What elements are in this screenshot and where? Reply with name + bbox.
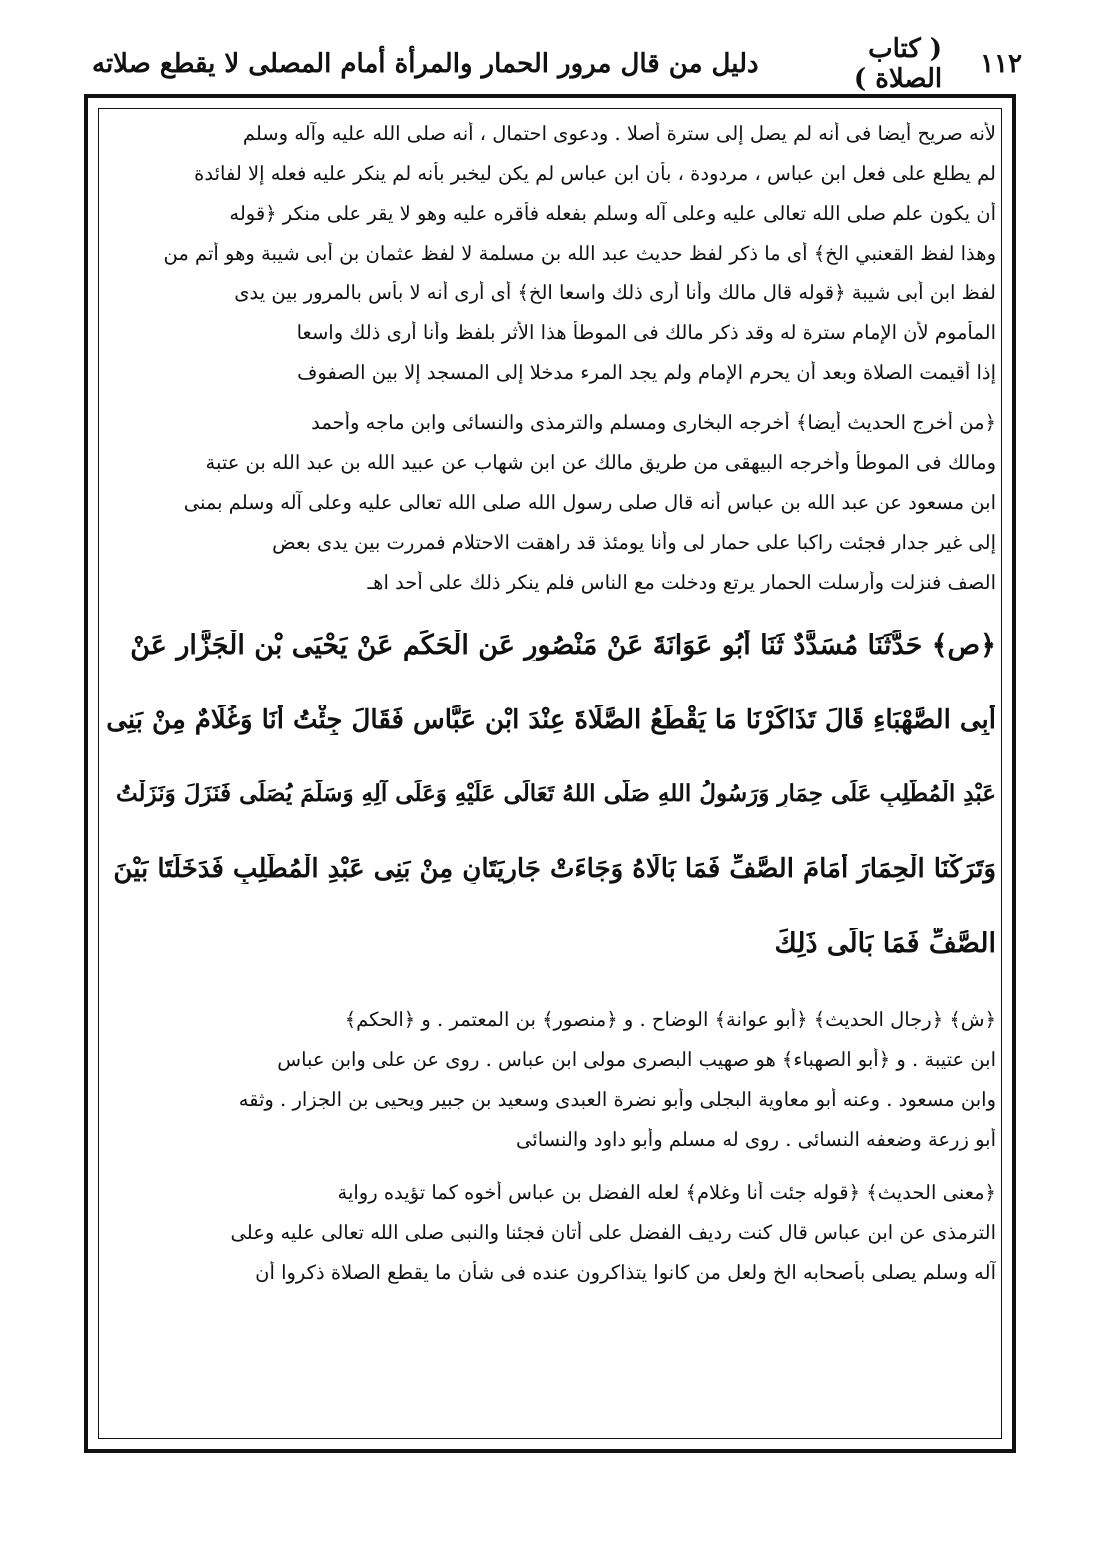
page-number: ١١٢	[980, 49, 1022, 79]
commentary-line: ﴿ش﴾ ﴿رجال الحديث﴾ ﴿أبو عوانة﴾ الوضاح . و ﴿منصور﴾ بن المعتمر . و ﴿الحكم﴾	[344, 1008, 996, 1031]
page-content	[104, 108, 996, 1438]
page-header	[92, 34, 1022, 94]
hadith-text-line: ﴿ص﴾ حَدَّثَنَا مُسَدَّدٌ ثَنَا أَبُو عَوَانَةَ عَنْ مَنْصُورٍ عَنِ الْحَكَمِ عَنْ يَحْيَى بْنِ الْجَزَّارِ عَنْ	[130, 630, 996, 661]
chapter-title: دليل من قال مرور الحمار والمرأة أمام المصلى لا يقطع صلاته	[92, 49, 759, 79]
commentary-line: إذا أقيمت الصلاة وبعد أن يحرم الإمام ولم يجد المرء مدخلا إلى المسجد إلا بين الصفوف	[297, 361, 996, 384]
commentary-line: ومالك فى الموطأ وأخرجه البيهقى من طريق مالك عن ابن شهاب عن عبيد الله بن عبد الله بن عتبة	[205, 451, 996, 474]
hadith-text-line: عَبْدِ الْمُطَّلِبِ عَلَى حِمَارٍ وَرَسُولُ اللهِ صَلَّى اللهُ تَعَالَى عَلَيْهِ وَعَلَى آلِهِ وَسَلَّمَ يُصَلِّى فَنَزَلَ وَنَزَلْتُ	[115, 780, 996, 807]
hadith-text-line: وَتَرَكْنَا الْحِمَارَ أَمَامَ الصَّفِّ فَمَا بَالَاهُ وَجَاءَتْ جَارِيَتَانِ مِنْ بَنِى عَبْدِ الْمُطَّلِبِ فَدَخَلَتَا بَيْنَ	[113, 854, 996, 884]
hadith-text-line: أَبِى الصَّهْبَاءِ قَالَ تَذَاكَرْنَا مَا يَقْطَعُ الصَّلَاةَ عِنْدَ ابْنِ عَبَّاسٍ فَقَالَ جِئْتُ أَنَا وَغُلَامٌ مِنْ بَنِى	[106, 705, 996, 735]
commentary-line: الترمذى عن ابن عباس قال كنت رديف الفضل على أتان فجئنا والنبى صلى الله تعالى عليه وعلى	[230, 1221, 996, 1244]
book-title: ( كتاب الصلاة )	[853, 34, 943, 94]
commentary-line: ﴿من أخرج الحديث أيضا﴾ أخرجه البخارى ومسلم والترمذى والنسائى وابن ماجه وأحمد	[311, 411, 996, 434]
commentary-line: ابن عتيبة . و ﴿أبو الصهباء﴾ هو صهيب البصرى مولى ابن عباس . روى عن على وابن عباس	[277, 1048, 996, 1071]
commentary-line: وهذا لفظ القعنبي الخ﴾ أى ما ذكر لفظ حديث عبد الله بن مسلمة لا لفظ عثمان بن أبى شيبة وهو أتم من	[163, 242, 996, 265]
commentary-line: أن يكون علم صلى الله تعالى عليه وعلى آله وسلم بفعله فأقره عليه وهو لا يقر على منكر ﴿قوله	[229, 202, 996, 225]
commentary-line: آله وسلم يصلى بأصحابه الخ ولعل من كانوا يتذاكرون عنده فى شأن ما يقطع الصلاة ذكروا أن	[255, 1261, 996, 1284]
commentary-line: الصف فنزلت وأرسلت الحمار يرتع ودخلت مع الناس فلم ينكر ذلك على أحد اهـ	[367, 571, 996, 594]
commentary-line: وابن مسعود . وعنه أبو معاوية البجلى وأبو نضرة العبدى وسعيد بن جبير ويحيى بن الجزار . وثقه	[238, 1088, 996, 1111]
hadith-text-line: الصَّفِّ فَمَا بَالَى ذَلِكَ	[774, 928, 996, 959]
commentary-line: لم يطلع على فعل ابن عباس ، مردودة ، بأن ابن عباس لم يكن ليخبر بأنه لم ينكر عليه فعله إلا لفائدة	[194, 162, 996, 185]
commentary-line: أبو زرعة وضعفه النسائى . روى له مسلم وأبو داود والنسائى	[516, 1128, 996, 1151]
commentary-line: ابن مسعود عن عبد الله بن عباس أنه قال صلى رسول الله صلى الله تعالى عليه وعلى آله وسلم بمنى	[183, 491, 996, 514]
commentary-line: لأنه صريح أيضا فى أنه لم يصل إلى سترة أصلا . ودعوى احتمال ، أنه صلى الله عليه وآله وسلم	[242, 122, 996, 145]
commentary-line: لفظ ابن أبى شيبة ﴿قوله قال مالك وأنا أرى ذلك واسعا الخ﴾ أى أرى أنه لا بأس بالمرور بين يدى	[234, 281, 996, 304]
commentary-line: إلى غير جدار فجئت راكبا على حمار لى وأنا يومئذ قد راهقت الاحتلام فمررت بين يدى بعض	[272, 531, 996, 554]
commentary-line: المأموم لأن الإمام سترة له وقد ذكر مالك فى الموطأ هذا الأثر بلفظ وأنا أرى ذلك واسعا	[296, 321, 996, 344]
commentary-line: ﴿معنى الحديث﴾ ﴿قوله جئت أنا وغلام﴾ لعله الفضل بن عباس أخوه كما تؤيده رواية	[337, 1181, 996, 1204]
